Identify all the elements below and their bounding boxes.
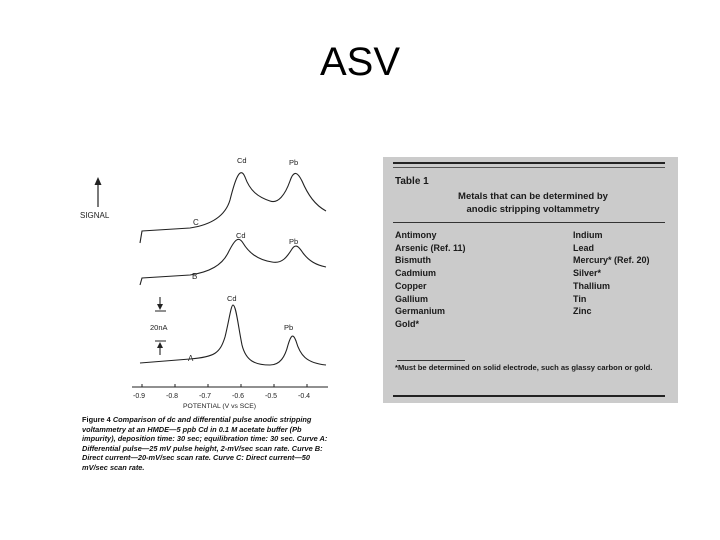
curve-c [140, 173, 326, 243]
signal-label: SIGNAL [80, 211, 110, 220]
curve-b [140, 239, 326, 285]
table-title-line: anodic stripping voltammetry [466, 204, 600, 215]
metal-item: Cadmium [395, 268, 437, 279]
metal-item: Gold* [395, 318, 419, 329]
axis-tick-label: -0.7 [199, 393, 212, 400]
curve-c-pb-label: Pb [289, 158, 299, 167]
table-header-rule [393, 222, 665, 223]
metal-item: Bismuth [395, 255, 431, 266]
metal-item: Silver* [573, 268, 602, 279]
curve-b-cd-label: Cd [236, 231, 246, 240]
curve-c-cd-label: Cd [237, 156, 247, 165]
curve-b-pb-label: Pb [289, 237, 299, 246]
metal-item: Mercury* (Ref. 20) [573, 255, 650, 266]
table-right-column [573, 229, 650, 318]
voltammogram-plot [80, 125, 340, 415]
metals-table [383, 157, 678, 403]
curve-a-label: A [188, 354, 194, 363]
signal-arrow-head [95, 177, 102, 185]
voltammogram-figure [80, 125, 340, 505]
metal-item: Germanium [395, 306, 446, 317]
metal-item: Indium [573, 230, 603, 240]
curve-b-label: B [192, 272, 198, 281]
curve-c-label: C [193, 218, 199, 227]
axis-tick-label: -0.6 [232, 393, 245, 400]
table-top-rule [393, 162, 665, 164]
metal-item: Thallium [573, 280, 611, 291]
figure-caption [82, 415, 332, 473]
slide-title: ASV [319, 40, 401, 84]
metal-item: Gallium [395, 293, 429, 304]
curve-a [140, 305, 326, 365]
curve-a-cd-label: Cd [227, 294, 237, 303]
axis-tick-label: -0.5 [265, 393, 278, 400]
caption-text: Comparison of dc and differential pulse anodic stripping voltammetry at an HMDE—5 ppb Cd in 0.1 M acetate buffer (Pb impurity), deposition time: 30 sec; equilibration time: 30 sec. Curve A: Differential pulse—25 mV pulse height, 2-mV/sec scan rate. Curve B: Direct current—20-mV/sec scan rate. Curve C: Direct current—50 mV/sec scan rate. [82, 415, 328, 472]
table-top-rule-thin [393, 167, 665, 168]
caption-label: Figure 4 [82, 415, 111, 424]
metal-item: Zinc [573, 306, 592, 317]
table-left-column [395, 229, 466, 331]
metal-item: Antimony [395, 230, 437, 240]
metal-item: Lead [573, 242, 595, 253]
metal-item: Copper [395, 280, 427, 291]
curve-a-pb-label: Pb [284, 323, 294, 332]
table-bottom-rule [393, 395, 665, 397]
table-title-line: Metals that can be determined by [458, 191, 608, 202]
axis-tick-label: -0.4 [298, 393, 311, 400]
axis-label: POTENTIAL (V vs SCE) [183, 403, 257, 410]
scale-label: 20nA [150, 323, 168, 332]
axis-tick-label: -0.8 [166, 393, 179, 400]
table-label: Table 1 [395, 176, 429, 187]
table-title [413, 190, 653, 216]
metal-item: Arsenic (Ref. 11) [395, 242, 466, 253]
axis-tick-label: -0.9 [133, 393, 146, 400]
metal-item: Tin [573, 293, 587, 304]
table-footnote: *Must be determined on solid electrode, such as glassy carbon or gold. [395, 363, 653, 372]
footnote-rule [397, 360, 465, 361]
